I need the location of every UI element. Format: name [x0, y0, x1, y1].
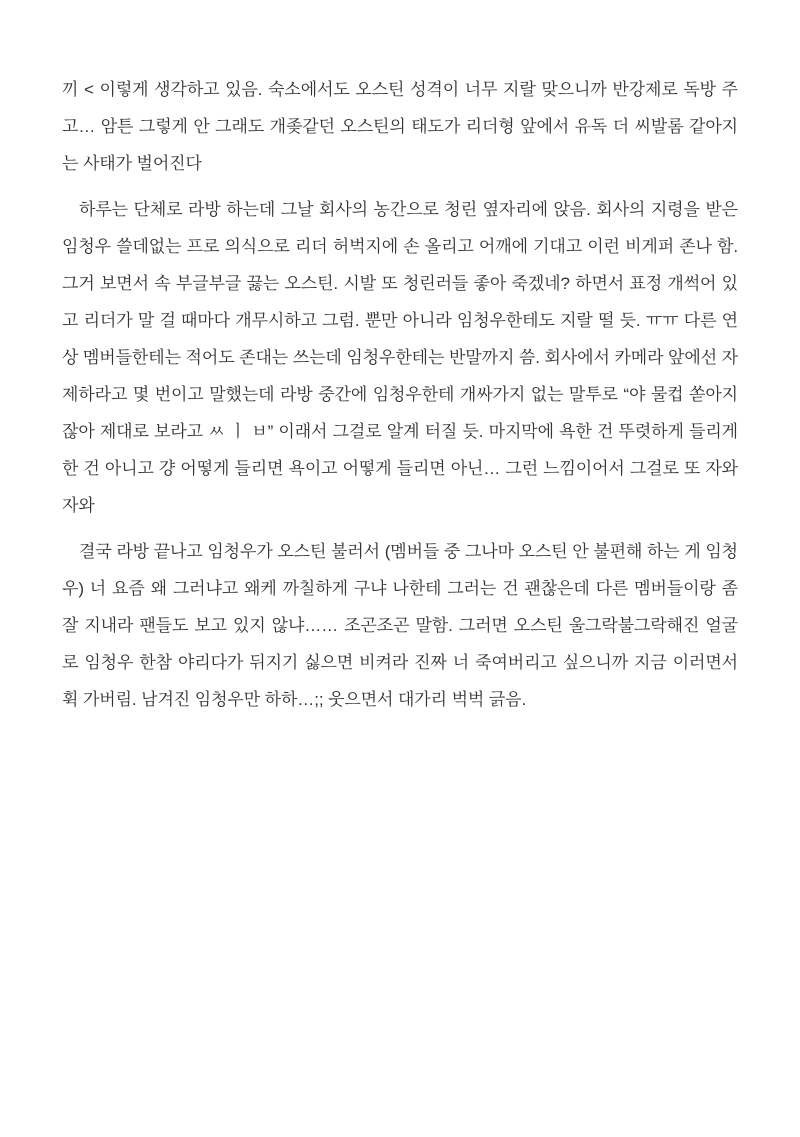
paragraph: 결국 라방 끝나고 임청우가 오스틴 불러서 (멤버들 중 그나마 오스틴 안 불편해 하는 게 임청우) 너 요즘 왜 그러냐고 왜케 까칠하게 구냐 나한테 그러는 건 괜찮은데 다른 멤버들이랑 좀 잘 지내라 팬들도 보고 있지 않냐…… 조곤조곤 말함. 그러면 오스틴 울그락불그락해진 얼굴로 임청우 한참 야리다가 뒤지기 싫으면 비켜라 진짜 너 죽여버리고 싶으니까 지금 이러면서 휙 가버림. 남겨진 임청우만 하하…;; 웃으면서 대가리 벅벅 긁음. [62, 542, 738, 709]
paragraph: 하루는 단체로 라방 하는데 그날 회사의 농간으로 청린 옆자리에 앉음. 회사의 지령을 받은 임청우 쓸데없는 프로 의식으로 리더 허벅지에 손 올리고 어깨에 기대고 이런 비게퍼 존나 함. 그거 보면서 속 부글부글 끓는 오스틴. 시발 또 청린러들 좋아 죽겠네? 하면서 표정 개썩어 있고 리더가 말 걸 때마다 개무시하고 그럼. 뿐만 아니라 임청우한테도 지랄 떨 듯. ㅠㅠ 다른 연상 멤버들한테는 적어도 존대는 쓰는데 임청우한테는 반말까지 씀. 회사에서 카메라 앞에선 자제하라고 몇 번이고 말했는데 라방 중간에 임청우한테 개싸가지 없는 말투로 “야 물컵 쏟아지잖아 제대로 보라고 ㅆ ㅣ ㅂ” 이래서 그걸로 알계 터질 듯. 마지막에 욕한 건 뚜렷하게 들리게 한 건 아니고 걍 어떻게 들리면 욕이고 어떻게 들리면 아닌… 그런 느낌이어서 그걸로 또 자와자와 [62, 200, 738, 515]
paragraph: 끼 < 이렇게 생각하고 있음. 숙소에서도 오스틴 성격이 너무 지랄 맞으니까 반강제로 독방 주고… 암튼 그렇게 안 그래도 개좆같던 오스틴의 태도가 리더형 앞에서 유독 더 씨발롬 같아지는 사태가 벌어진다 [62, 80, 738, 173]
